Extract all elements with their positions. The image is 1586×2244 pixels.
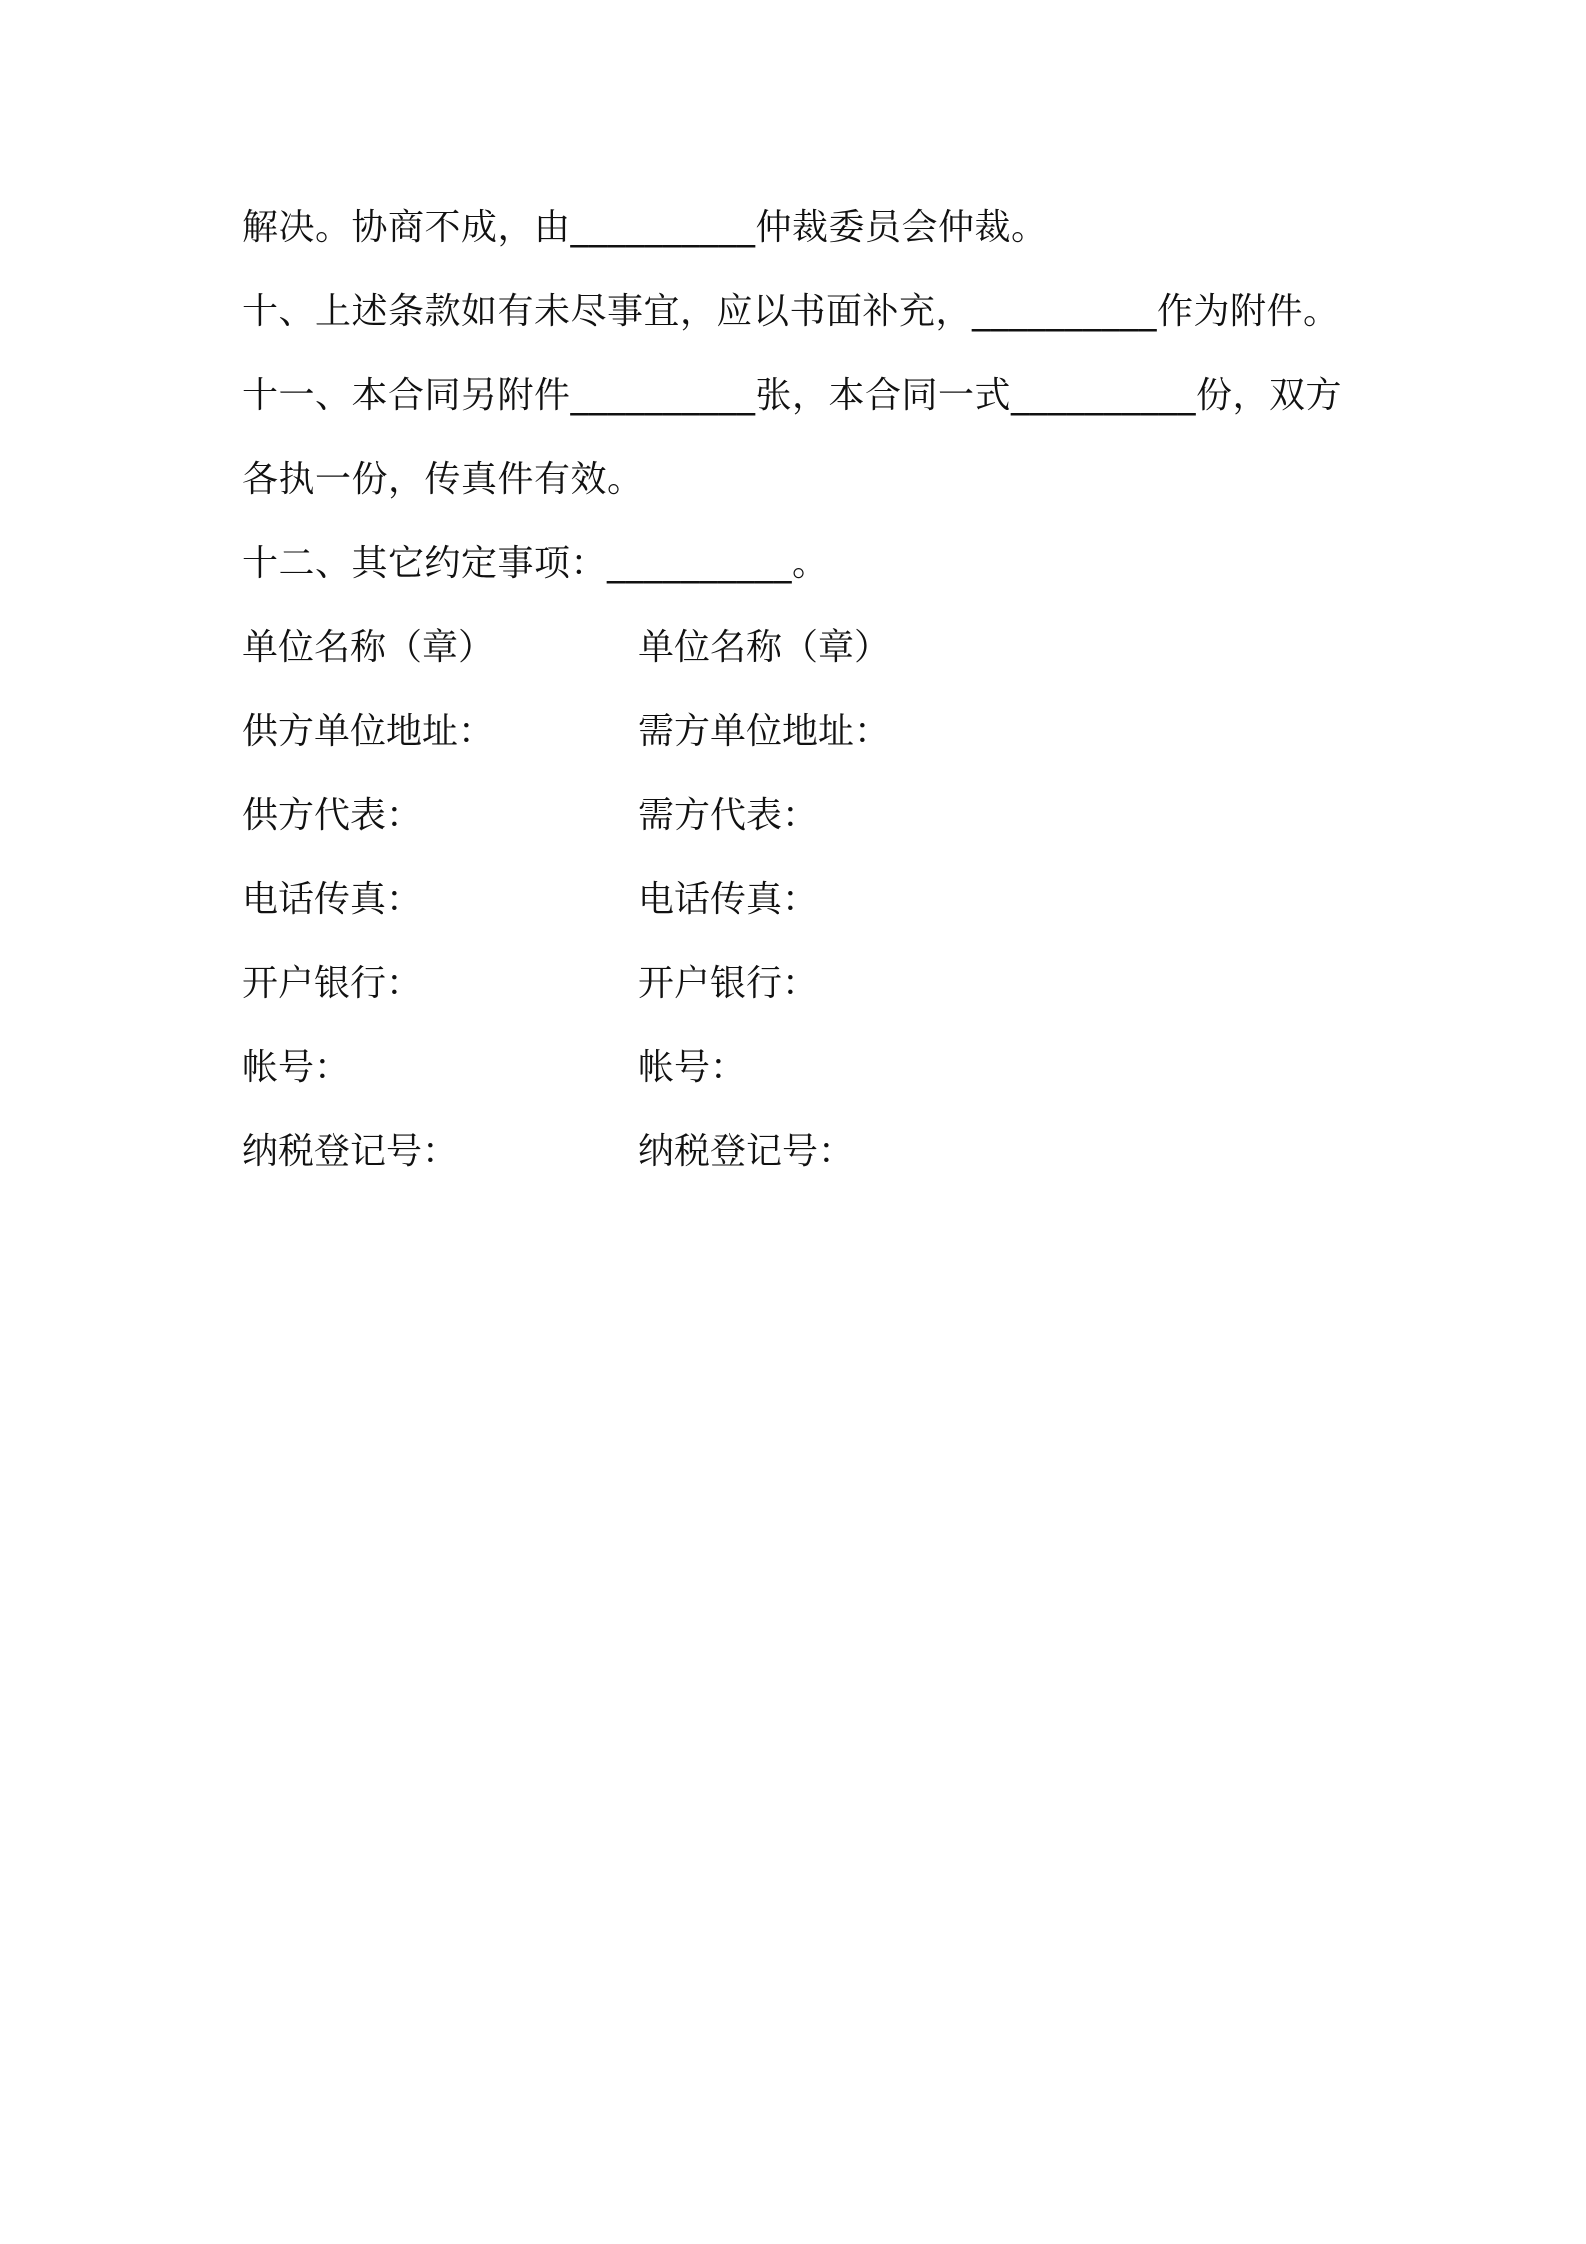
buyer-unit-name-label: 单位名称（章） xyxy=(638,627,891,668)
supplier-account-label: 帐号： xyxy=(242,1047,351,1088)
buyer-phone-fax-label: 电话传真： xyxy=(638,879,819,920)
paragraph-clause-eleven: 十一、本合同另附件__________张，本合同一式__________份，双方 xyxy=(242,375,1343,416)
paragraph-arbitration-end: 解决。协商不成，由__________仲裁委员会仲裁。 xyxy=(242,207,1048,248)
signature-row-account xyxy=(242,1046,1342,1090)
signature-row-bank xyxy=(242,962,1342,1006)
signature-row-phone-fax xyxy=(242,878,1342,922)
supplier-tax-id-label: 纳税登记号： xyxy=(242,1131,459,1172)
supplier-representative-label: 供方代表： xyxy=(242,795,423,836)
buyer-tax-id-label: 纳税登记号： xyxy=(638,1131,855,1172)
paragraph-clause-ten: 十、上述条款如有未尽事宜，应以书面补充，__________作为附件。 xyxy=(242,291,1340,332)
signature-row-unit-name xyxy=(242,626,1342,670)
buyer-account-label: 帐号： xyxy=(638,1047,747,1088)
paragraph-clause-twelve: 十二、其它约定事项：__________。 xyxy=(242,543,829,584)
supplier-unit-name-label: 单位名称（章） xyxy=(242,627,495,668)
supplier-address-label: 供方单位地址： xyxy=(242,711,495,752)
buyer-representative-label: 需方代表： xyxy=(638,795,819,836)
signature-row-tax-id xyxy=(242,1130,1342,1174)
signature-row-address xyxy=(242,710,1342,754)
paragraph-clause-eleven-continued: 各执一份，传真件有效。 xyxy=(242,459,644,500)
signature-row-representative xyxy=(242,794,1342,838)
supplier-phone-fax-label: 电话传真： xyxy=(242,879,423,920)
supplier-bank-label: 开户银行： xyxy=(242,963,423,1004)
buyer-bank-label: 开户银行： xyxy=(638,963,819,1004)
buyer-address-label: 需方单位地址： xyxy=(638,711,891,752)
